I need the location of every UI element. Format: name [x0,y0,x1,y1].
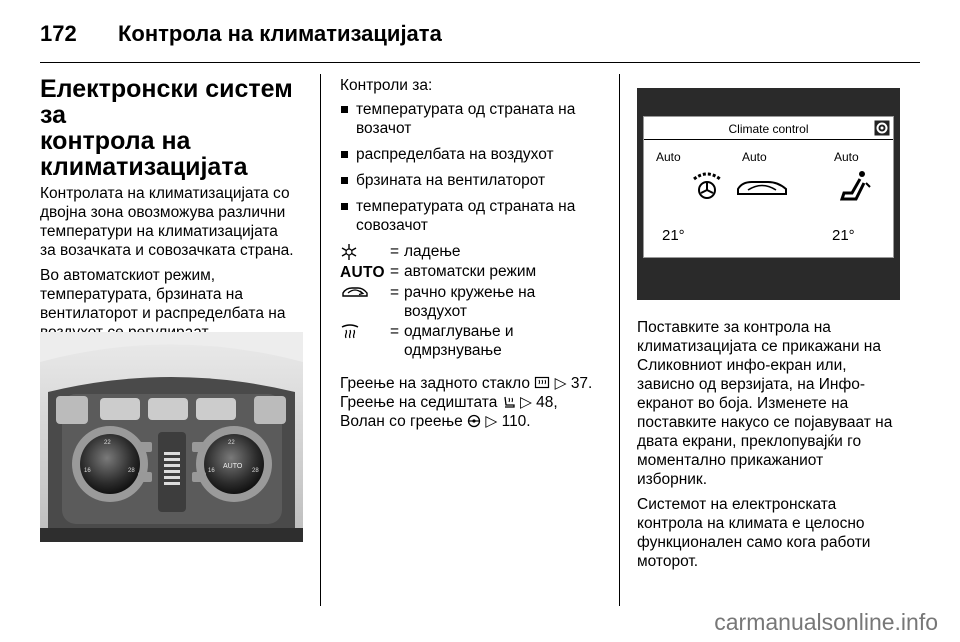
legend-row-cooling: = ладење [340,242,608,261]
ref-seat-heating[interactable]: Греење на седиштата ▷ 48, [340,394,558,411]
ref-rear-window[interactable]: Греење на задното стакло ▷ 37. [340,375,593,392]
controls-intro: Контроли за: [340,77,433,94]
list-item: температурата од страната на совозачот [340,197,608,235]
seat-airflow-icon [840,169,872,203]
symbol-legend [340,242,608,360]
column-1 [40,76,308,367]
gear-icon [874,120,890,136]
passenger-temperature: 21° [832,227,855,244]
right-dial-mark-right: 28 [252,468,259,474]
column-divider-1 [320,74,321,606]
snowflake-icon [340,243,358,261]
seat-heat-icon [502,395,516,409]
left-dial-mark-right: 28 [128,468,135,474]
controls-list [340,100,608,235]
column-2 [340,76,608,437]
cross-references [340,374,608,431]
recirculation-icon [340,284,370,300]
list-item: распределбата на воздухот [340,145,608,164]
auto-symbol: AUTO [340,264,385,281]
driver-temperature: 21° [662,227,685,244]
ref-heated-steering[interactable]: Волан со греење ▷ 110. [340,413,531,430]
fan-auto-label: Auto [656,150,681,164]
climate-display-illustration [637,88,900,300]
list-item: температурата од страната на возачот [340,100,608,138]
climate-control-screen [643,116,894,258]
list-item: брзината на вентилаторот [340,171,608,190]
legend-row-auto: AUTO = автоматски режим [340,263,537,281]
fan-speed-icon [690,169,724,203]
intro-paragraph: Контролата на климатизацијата со двојна зона овозможува различни температури на климатизацијата за возачката и совозачката страна. [40,185,294,259]
page-number: 172 [40,21,77,46]
right-dial-mark-top: 22 [228,440,235,446]
chapter-title: Контрола на климатизацијата [118,21,442,46]
left-dial-mark-left: 16 [84,468,91,474]
header-divider [40,62,920,63]
recirc-auto-label: Auto [742,150,767,164]
page-ref-arrow-icon: ▷ [519,394,532,411]
screen-title: Climate control [644,120,893,140]
display-paragraph: Поставките за контрола на климатизацијата се прикажани на Сликовниот инфо-екран или, зависно од верзијата, на Инфо- екранот во боја. Изменете на поставките накусо се појавуваат на двата екрани, преклопувајќи го моментално прикажаниот изборник. [637,319,893,488]
column-divider-2 [619,74,620,606]
section-title: Електронски систем за контрола на климатизацијата [40,75,293,181]
legend-row-recirculation: = рачно кружење на воздухот [340,283,608,321]
legend-row-defrost: = одмаглување и одмрзнување [340,322,608,360]
steering-wheel-heat-icon [467,414,481,428]
page-ref-arrow-icon: ▷ [554,375,567,392]
column-3 [637,76,905,577]
watermark: carmanualsonline.info [714,609,938,635]
right-dial-mark-left: 16 [208,468,215,474]
climate-panel-illustration [40,332,303,542]
defrost-icon [340,323,360,341]
page-header [40,14,442,54]
left-dial-mark-top: 22 [104,440,111,446]
right-dial-auto-label: AUTO [223,463,243,470]
auto-mode-paragraph: Во автоматскиот режим, температурата, брзината на вентилаторот и распределбата на [40,267,286,322]
engine-paragraph: Системот на електронската контрола на климата е целосно функционален само кога работи моторот. [637,496,871,570]
car-recirculation-icon [734,177,790,199]
climate-panel-photo [40,332,303,542]
rear-window-heat-icon [534,376,550,390]
distribution-auto-label: Auto [834,150,859,164]
page-ref-arrow-icon: ▷ [485,413,498,430]
